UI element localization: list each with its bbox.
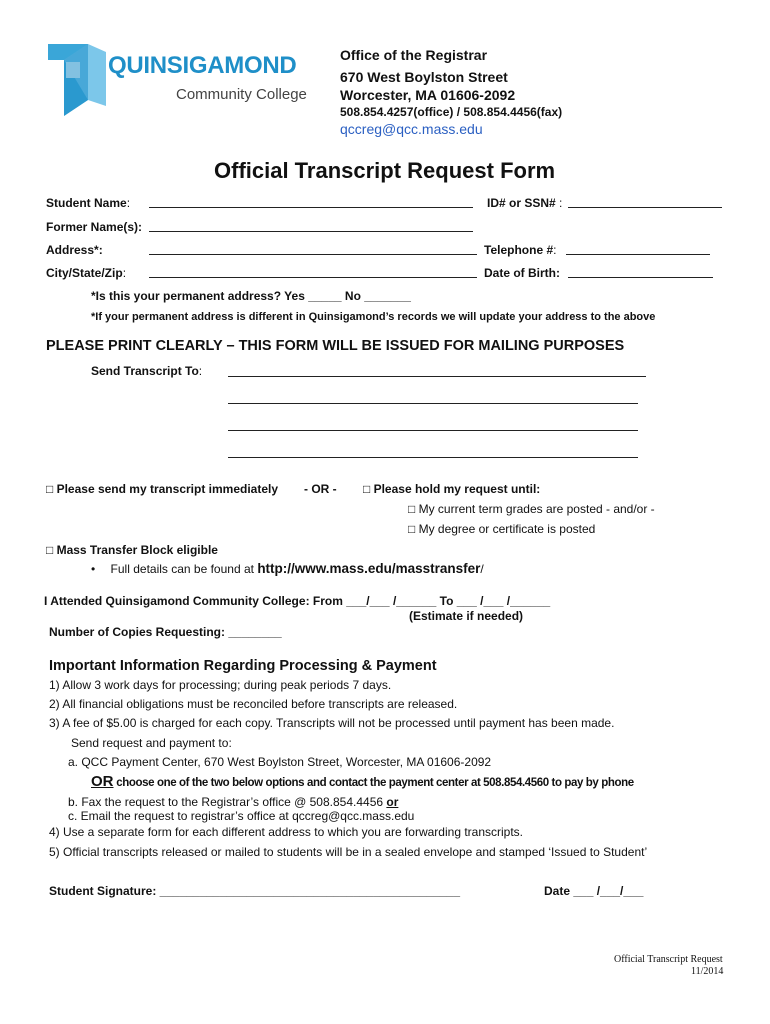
info-item-2: 2) All financial obligations must be reconciled before transcripts are released.: [49, 697, 458, 711]
footer-date: 11/2014: [691, 966, 724, 977]
city-state-zip-colon: :: [122, 266, 127, 280]
telephone-text: Telephone #: [484, 243, 554, 257]
info-option-b: [68, 795, 398, 809]
address-label: Address*:: [46, 243, 103, 257]
office-phones: 508.854.4257(office) / 508.854.4456(fax): [340, 105, 563, 119]
office-street: 670 West Boylston Street: [340, 69, 508, 85]
info-item-4: 4) Use a separate form for each different address to which you are forwarding transcripts.: [49, 825, 524, 839]
hold-degree-checkbox[interactable]: □ My degree or certificate is posted: [408, 522, 596, 536]
city-state-zip-label: [46, 266, 126, 280]
telephone-label: [484, 243, 556, 257]
city-state-zip-text: City/State/Zip: [46, 266, 123, 280]
footer-form-name: Official Transcript Request: [614, 954, 723, 965]
send-to-label: [91, 364, 202, 378]
print-clearly-heading: PLEASE PRINT CLEARLY – THIS FORM WILL BE ISSUED FOR MAILING PURPOSES: [46, 338, 625, 354]
attended-dates: I Attended Quinsigamond Community College: From ___/___ /______ To ___ /___ /______: [44, 594, 551, 608]
send-request-text: Send request and payment to:: [71, 736, 232, 750]
info-or-line: [91, 773, 634, 791]
former-names-label: Former Name(s):: [46, 220, 143, 234]
send-immediately-checkbox[interactable]: □ Please send my transcript immediately: [46, 482, 279, 496]
telephone-colon: :: [553, 243, 557, 257]
permanent-address-question: *Is this your permanent address? Yes _____ No _______: [91, 289, 411, 303]
details-prefix: Full details can be found at: [110, 562, 258, 576]
or-text: choose one of the two below options and contact the payment center at 508.854.4560 to pay by phone: [113, 777, 634, 789]
hold-request-checkbox[interactable]: □ Please hold my request until:: [363, 482, 541, 496]
college-logo: [48, 44, 328, 116]
estimate-note: (Estimate if needed): [409, 609, 524, 623]
send-to-line-3[interactable]: [228, 430, 638, 431]
permanent-address-note: *If your permanent address is different in Quinsigamond’s records we will update your address to the above: [91, 311, 656, 323]
id-ssn-label: [487, 196, 562, 210]
student-name-label: [46, 196, 130, 210]
logo-subtitle: Community College: [176, 86, 307, 103]
or-separator: - OR -: [304, 482, 337, 496]
info-item-5: 5) Official transcripts released or mailed to students will be in a sealed envelope and stamped ‘Issued to Student’: [49, 845, 648, 859]
info-item-3: 3) A fee of $5.00 is charged for each copy. Transcripts will not be processed until payment has been made.: [49, 716, 615, 730]
student-name-input[interactable]: [149, 207, 473, 208]
info-option-c: c. Email the request to registrar’s office at qccreg@qcc.mass.edu: [68, 809, 415, 823]
office-title: Office of the Registrar: [340, 47, 488, 63]
send-to-text: Send Transcript To: [91, 364, 199, 378]
send-to-line-1[interactable]: [228, 376, 646, 377]
copies-requesting: Number of Copies Requesting: ________: [49, 625, 282, 639]
id-ssn-colon: :: [555, 196, 563, 210]
masstransfer-link[interactable]: http://www.mass.edu/masstransfer: [257, 561, 481, 576]
or-big: OR: [91, 773, 114, 790]
address-input[interactable]: [149, 254, 477, 255]
city-state-zip-input[interactable]: [149, 277, 477, 278]
office-city: Worcester, MA 01606-2092: [340, 87, 516, 103]
form-title: Official Transcript Request Form: [214, 158, 556, 183]
details-line: [91, 561, 484, 576]
student-name-colon: :: [126, 196, 131, 210]
student-name-text: Student Name: [46, 196, 127, 210]
office-email-link[interactable]: qccreg@qcc.mass.edu: [340, 121, 483, 137]
dob-label: Date of Birth:: [484, 266, 560, 280]
signature-date[interactable]: Date ___ /___/___: [544, 884, 644, 898]
send-to-line-2[interactable]: [228, 403, 638, 404]
bullet-icon: •: [91, 562, 96, 576]
mass-transfer-checkbox[interactable]: □ Mass Transfer Block eligible: [46, 543, 218, 557]
info-option-a: a. QCC Payment Center, 670 West Boylston Street, Worcester, MA 01606-2092: [68, 755, 492, 769]
info-item-1: 1) Allow 3 work days for processing; during peak periods 7 days.: [49, 678, 392, 692]
logo-name: QUINSIGAMOND: [108, 52, 297, 79]
send-to-line-4[interactable]: [228, 457, 638, 458]
hold-grades-checkbox[interactable]: □ My current term grades are posted - and/or -: [408, 502, 655, 516]
logo-book-icon: [48, 44, 106, 116]
info-heading: Important Information Regarding Processing & Payment: [49, 658, 437, 674]
telephone-input[interactable]: [566, 254, 710, 255]
id-ssn-input[interactable]: [568, 207, 722, 208]
send-to-colon: :: [198, 364, 203, 378]
dob-input[interactable]: [568, 277, 713, 278]
former-names-input[interactable]: [149, 231, 473, 232]
option-b-text: b. Fax the request to the Registrar’s office @ 508.854.4456: [68, 795, 387, 809]
option-b-or: or: [386, 795, 399, 809]
details-suffix: /: [480, 562, 484, 576]
id-ssn-text: ID# or SSN#: [487, 196, 556, 210]
student-signature[interactable]: Student Signature: _____________________________________________: [49, 884, 460, 898]
